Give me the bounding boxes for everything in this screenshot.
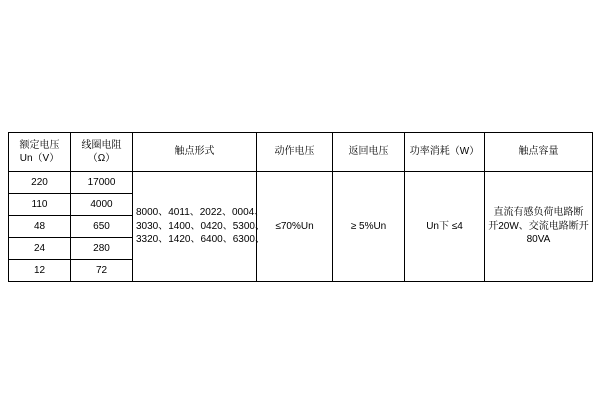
contact-form-line-1: 8000、4011、2022、0004、 (136, 207, 265, 219)
header-row (9, 133, 593, 172)
header-contact-form: 触点形式 (133, 133, 257, 172)
contact-capacity-line-2: 开20W、交流电路断开 (488, 220, 589, 232)
cell-power-consumption: Un下 ≤4 (405, 172, 485, 282)
contact-capacity-line-3: 80VA (526, 234, 551, 246)
table-header (9, 133, 593, 172)
header-rated-voltage-line1: 额定电压 (19, 139, 60, 151)
cell-coil-resistance: 650 (71, 216, 133, 238)
header-rated-voltage (9, 133, 71, 172)
cell-coil-resistance: 17000 (71, 172, 133, 194)
specification-table (8, 132, 593, 282)
cell-coil-resistance: 280 (71, 238, 133, 260)
cell-rated-voltage: 48 (9, 216, 71, 238)
header-coil-resistance-line1: 线圈电阻 (81, 139, 122, 151)
contact-form-line-3: 3320、1420、6400、6300、 (136, 234, 265, 246)
cell-coil-resistance: 4000 (71, 194, 133, 216)
cell-rated-voltage: 24 (9, 238, 71, 260)
spec-table-container (8, 132, 592, 282)
header-power-consumption: 功率消耗（W） (405, 133, 485, 172)
cell-coil-resistance: 72 (71, 260, 133, 282)
contact-capacity-line-1: 直流有感负荷电路断 (493, 207, 584, 219)
cell-pickup-voltage: ≤70%Un (257, 172, 333, 282)
cell-rated-voltage: 12 (9, 260, 71, 282)
header-dropout-voltage: 返回电压 (333, 133, 405, 172)
header-contact-capacity: 触点容量 (485, 133, 593, 172)
table-body (9, 172, 593, 282)
cell-rated-voltage: 220 (9, 172, 71, 194)
cell-rated-voltage: 110 (9, 194, 71, 216)
header-coil-resistance-line2: （Ω） (87, 153, 116, 164)
cell-contact-form (133, 172, 265, 282)
cell-contact-capacity (485, 172, 593, 282)
contact-form-line-2: 3030、1400、0420、5300、 (136, 220, 265, 232)
header-rated-voltage-line2: Un（V） (19, 153, 60, 164)
table-row (9, 172, 593, 194)
cell-dropout-voltage: ≥ 5%Un (333, 172, 405, 282)
header-pickup-voltage: 动作电压 (257, 133, 333, 172)
header-coil-resistance (71, 133, 133, 172)
